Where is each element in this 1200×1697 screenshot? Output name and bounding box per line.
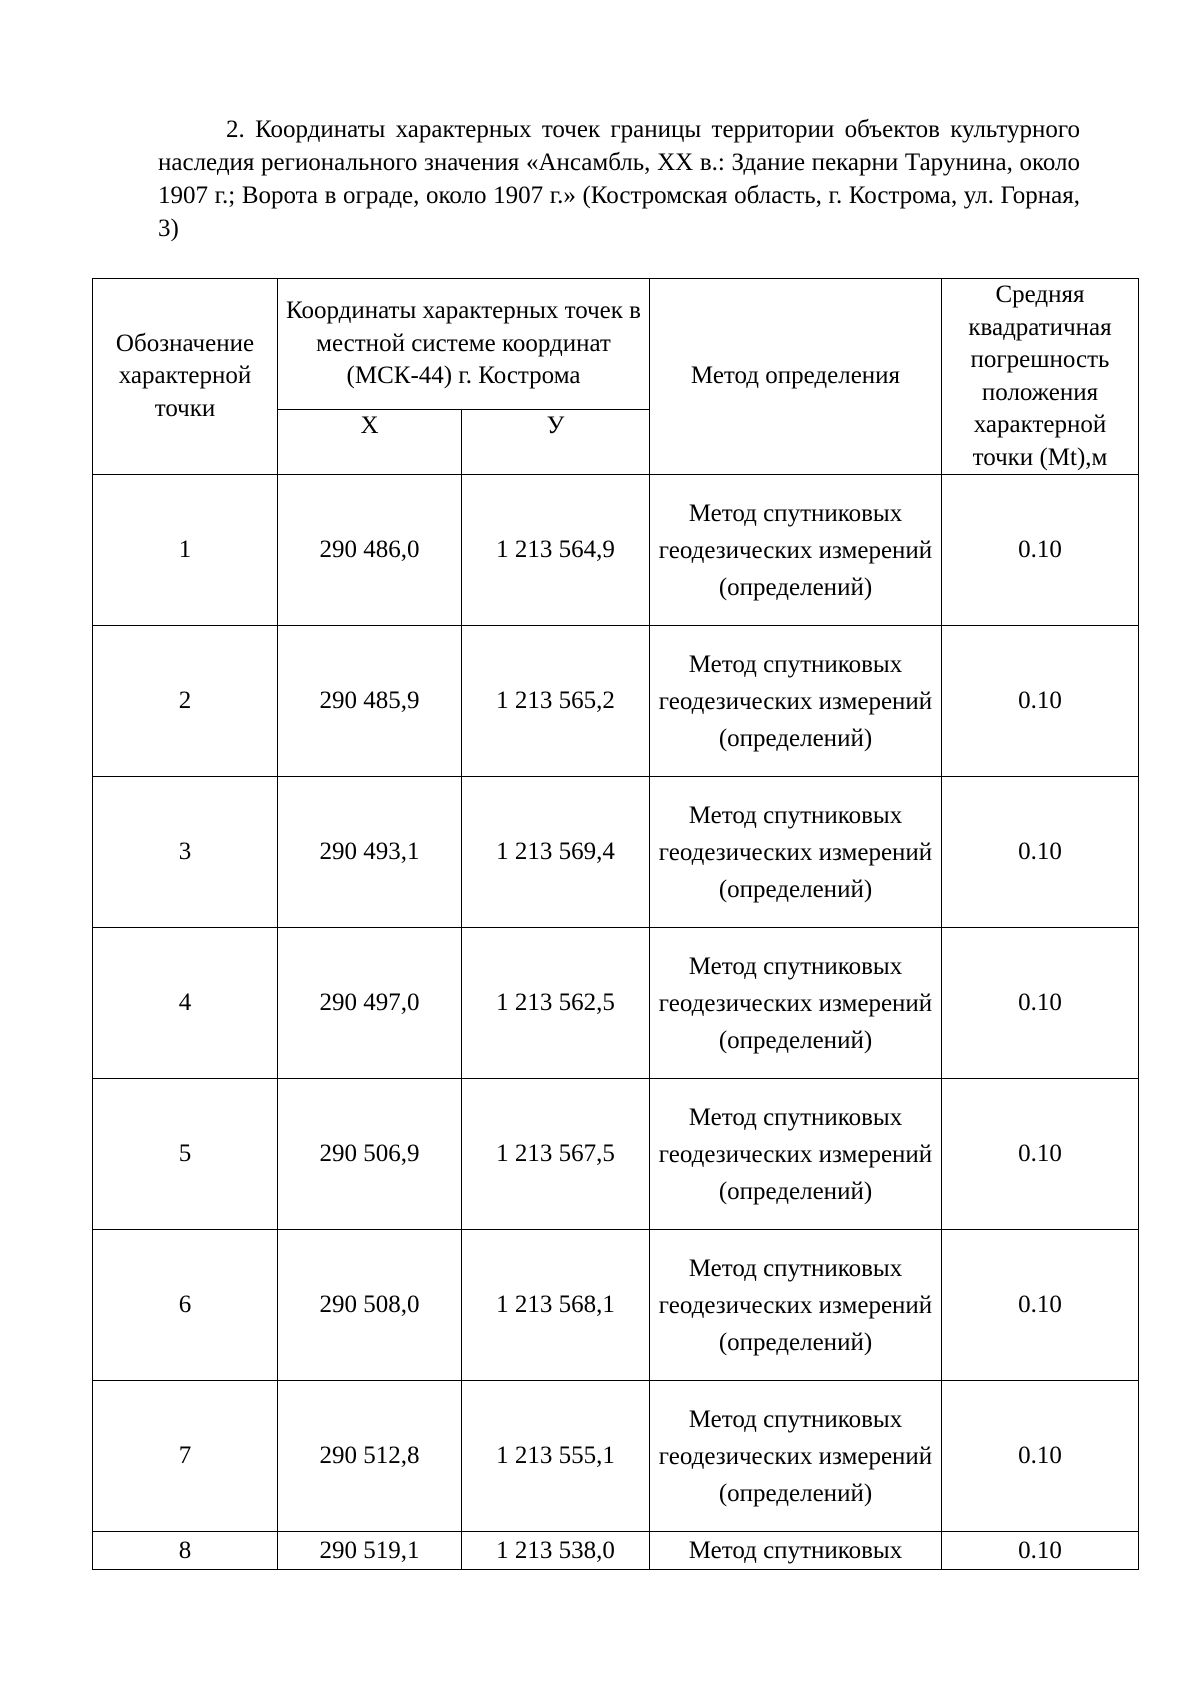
cell-x: 290 497,0	[278, 928, 462, 1079]
cell-error: 0.10	[942, 626, 1139, 777]
cell-error: 0.10	[942, 1381, 1139, 1532]
cell-error: 0.10	[942, 1532, 1139, 1570]
cell-point: 6	[93, 1230, 278, 1381]
cell-method: Метод спутниковых геодезических измерений (определений)	[650, 1230, 942, 1381]
cell-x: 290 512,8	[278, 1381, 462, 1532]
cell-error: 0.10	[942, 475, 1139, 626]
header-method: Метод определения	[650, 279, 942, 475]
table-row	[93, 1381, 1139, 1532]
cell-method: Метод спутниковых геодезических измерений (определений)	[650, 1381, 942, 1532]
cell-point: 2	[93, 626, 278, 777]
section-heading: 2. Координаты характерных точек границы территории объектов культурного наследия регионального значения «Ансамбль, XX в.: Здание пекарни Тарунина, около 1907 г.; Ворота в ограде, около 1907 г.» (Костромская область, г. Кострома, ул. Горная, 3)	[158, 116, 1080, 242]
cell-method: Метод спутниковых геодезических измерений (определений)	[650, 626, 942, 777]
cell-point: 5	[93, 1079, 278, 1230]
cell-x: 290 486,0	[278, 475, 462, 626]
header-y: У	[462, 410, 650, 475]
cell-error: 0.10	[942, 1079, 1139, 1230]
cell-error: 0.10	[942, 928, 1139, 1079]
table-row	[93, 1079, 1139, 1230]
table-row	[93, 1532, 1139, 1570]
cell-point: 8	[93, 1532, 278, 1570]
cell-error: 0.10	[942, 1230, 1139, 1381]
cell-y: 1 213 538,0	[462, 1532, 650, 1570]
cell-x: 290 485,9	[278, 626, 462, 777]
cell-y: 1 213 569,4	[462, 777, 650, 928]
cell-y: 1 213 567,5	[462, 1079, 650, 1230]
cell-x: 290 493,1	[278, 777, 462, 928]
header-point: Обозначение характерной точки	[93, 279, 278, 475]
cell-y: 1 213 562,5	[462, 928, 650, 1079]
cell-method: Метод спутниковых	[650, 1532, 942, 1570]
header-x: Х	[278, 410, 462, 475]
table-row	[93, 626, 1139, 777]
cell-y: 1 213 568,1	[462, 1230, 650, 1381]
header-coords: Координаты характерных точек в местной системе координат (МСК-44) г. Кострома	[278, 279, 650, 410]
coordinates-table	[92, 278, 1139, 1570]
header-error: Средняя квадратичная погрешность положения характерной точки (Mt),м	[942, 279, 1139, 475]
cell-point: 4	[93, 928, 278, 1079]
table-row	[93, 475, 1139, 626]
cell-method: Метод спутниковых геодезических измерений (определений)	[650, 475, 942, 626]
cell-point: 1	[93, 475, 278, 626]
table-row	[93, 777, 1139, 928]
cell-x: 290 508,0	[278, 1230, 462, 1381]
table-header-row	[93, 279, 1139, 410]
cell-error: 0.10	[942, 777, 1139, 928]
cell-x: 290 519,1	[278, 1532, 462, 1570]
cell-method: Метод спутниковых геодезических измерений (определений)	[650, 1079, 942, 1230]
table-row	[93, 928, 1139, 1079]
cell-y: 1 213 564,9	[462, 475, 650, 626]
cell-method: Метод спутниковых геодезических измерений (определений)	[650, 777, 942, 928]
cell-y: 1 213 555,1	[462, 1381, 650, 1532]
cell-point: 3	[93, 777, 278, 928]
cell-point: 7	[93, 1381, 278, 1532]
cell-y: 1 213 565,2	[462, 626, 650, 777]
cell-x: 290 506,9	[278, 1079, 462, 1230]
table-row	[93, 1230, 1139, 1381]
cell-method: Метод спутниковых геодезических измерений (определений)	[650, 928, 942, 1079]
